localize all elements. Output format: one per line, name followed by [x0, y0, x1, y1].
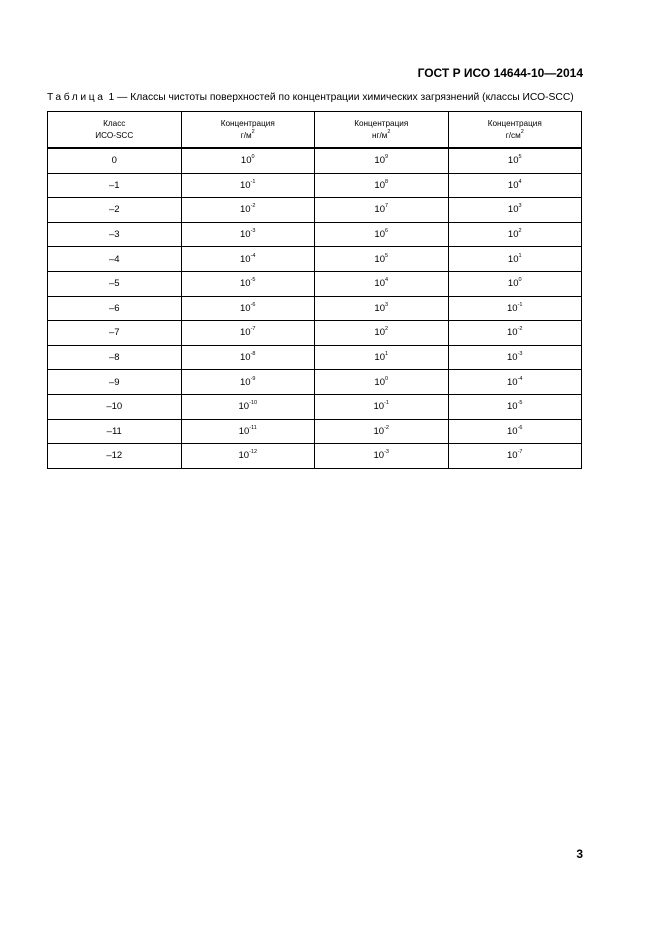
table-body	[48, 148, 582, 468]
cell-class: –3	[48, 222, 182, 247]
table-header-row	[48, 112, 582, 149]
power-base: 10	[507, 302, 518, 314]
power-exponent: 7	[385, 203, 389, 210]
power-base: 10	[240, 302, 251, 314]
cell-class: –1	[48, 173, 182, 198]
cell-class: –11	[48, 419, 182, 444]
header-concentration-g-m2	[181, 112, 315, 149]
cell-concentration-g-m2	[181, 271, 315, 296]
power-exponent: -11	[249, 424, 257, 431]
cell-class: –8	[48, 345, 182, 370]
power-base: 10	[238, 425, 250, 437]
cell-concentration-g-m2	[181, 444, 315, 469]
standard-designation: ГОСТ Р ИСО 14644-10—2014	[417, 66, 583, 80]
cell-concentration-ng-m2	[315, 345, 449, 370]
table-row	[48, 394, 582, 419]
cell-concentration-ng-m2	[315, 419, 449, 444]
power-base: 10	[507, 155, 519, 167]
power-exponent: 4	[385, 277, 389, 284]
power-base: 10	[374, 327, 385, 339]
power-base: 10	[240, 352, 251, 364]
header-g-m2-unit: г/м	[240, 130, 252, 140]
page-number: 3	[576, 847, 583, 861]
power-base: 10	[240, 327, 251, 339]
power-exponent: 3	[385, 301, 389, 308]
power-base: 10	[373, 401, 385, 413]
power-base: 10	[240, 376, 251, 388]
power-base: 10	[240, 155, 252, 167]
header-g-cm2-unit-exp: 2	[520, 128, 524, 135]
table-caption	[47, 92, 574, 103]
power-exponent: -1	[517, 301, 523, 308]
cell-concentration-ng-m2	[315, 444, 449, 469]
cell-concentration-ng-m2	[315, 321, 449, 346]
cell-concentration-g-m2	[181, 419, 315, 444]
power-exponent: -3	[517, 351, 523, 358]
cell-concentration-g-cm2	[448, 444, 582, 469]
table-row	[48, 148, 582, 173]
header-ng-m2-unit-exp: 2	[387, 128, 391, 135]
cell-concentration-g-cm2	[448, 247, 582, 272]
power-base: 10	[374, 352, 385, 364]
cell-class: –6	[48, 296, 182, 321]
power-base: 10	[374, 253, 385, 265]
power-exponent: -3	[250, 228, 256, 235]
power-base: 10	[374, 155, 385, 167]
power-base: 10	[374, 229, 385, 241]
header-ng-m2-title: Концентрация	[354, 118, 409, 128]
table-row	[48, 345, 582, 370]
cell-concentration-g-cm2	[448, 271, 582, 296]
header-g-m2-title: Концентрация	[220, 118, 275, 128]
cell-concentration-g-cm2	[448, 222, 582, 247]
header-g-cm2-unit: г/см	[505, 130, 521, 140]
table-caption-number: 1	[108, 92, 115, 103]
power-exponent: 6	[385, 228, 389, 235]
cell-concentration-ng-m2	[315, 198, 449, 223]
power-base: 10	[373, 425, 385, 437]
power-base: 10	[507, 204, 519, 216]
power-exponent: 2	[385, 326, 389, 333]
power-base: 10	[374, 204, 385, 216]
table-row	[48, 198, 582, 223]
header-concentration-g-cm2	[448, 112, 582, 149]
cell-class: –4	[48, 247, 182, 272]
power-base: 10	[240, 278, 251, 290]
power-exponent: -5	[517, 400, 523, 407]
power-exponent: -3	[384, 449, 389, 456]
header-g-m2-unit-exp: 2	[251, 128, 255, 135]
power-base: 10	[507, 450, 518, 462]
power-base: 10	[374, 278, 385, 290]
power-exponent: -7	[250, 326, 256, 333]
power-base: 10	[373, 450, 385, 462]
power-base: 10	[507, 401, 518, 413]
power-base: 10	[374, 376, 385, 388]
power-exponent: 0	[518, 277, 522, 284]
cell-concentration-g-m2	[181, 394, 315, 419]
power-base: 10	[374, 302, 385, 314]
power-base: 10	[507, 229, 519, 241]
cell-concentration-g-cm2	[448, 345, 582, 370]
cell-concentration-g-cm2	[448, 173, 582, 198]
table-caption-word: Таблица	[47, 92, 106, 103]
power-exponent: -7	[517, 449, 523, 456]
table-caption-text: — Классы чистоты поверхностей по концентрации химических загрязнений (классы ИСО-SCC)	[117, 92, 574, 103]
table-row	[48, 444, 582, 469]
power-base: 10	[507, 425, 518, 437]
cell-concentration-g-m2	[181, 148, 315, 173]
power-base: 10	[507, 352, 518, 364]
power-exponent: -2	[517, 326, 523, 333]
cell-concentration-g-m2	[181, 198, 315, 223]
power-exponent: -12	[249, 449, 258, 456]
power-exponent: -6	[250, 301, 256, 308]
cell-class: –9	[48, 370, 182, 395]
table-row	[48, 271, 582, 296]
cell-concentration-g-m2	[181, 321, 315, 346]
power-base: 10	[507, 278, 519, 290]
table-row	[48, 419, 582, 444]
power-base: 10	[240, 204, 251, 216]
cell-concentration-g-cm2	[448, 148, 582, 173]
cell-concentration-g-cm2	[448, 419, 582, 444]
power-exponent: -6	[517, 424, 523, 431]
cell-class: –7	[48, 321, 182, 346]
power-exponent: -1	[384, 400, 389, 407]
power-exponent: 3	[518, 203, 522, 210]
header-ng-m2-unit: нг/м	[372, 130, 388, 140]
power-exponent: -9	[250, 375, 256, 382]
cell-concentration-g-m2	[181, 345, 315, 370]
header-class	[48, 112, 182, 149]
cell-concentration-ng-m2	[315, 247, 449, 272]
cell-concentration-g-m2	[181, 222, 315, 247]
power-base: 10	[507, 327, 518, 339]
table-row	[48, 173, 582, 198]
cell-concentration-ng-m2	[315, 370, 449, 395]
cell-concentration-g-m2	[181, 370, 315, 395]
power-exponent: 2	[518, 228, 522, 235]
power-base: 10	[374, 179, 385, 191]
cell-concentration-g-m2	[181, 296, 315, 321]
header-class-line2: ИСО-SCC	[95, 130, 134, 140]
cell-concentration-ng-m2	[315, 394, 449, 419]
cell-class: –12	[48, 444, 182, 469]
table-row	[48, 296, 582, 321]
cell-class: –10	[48, 394, 182, 419]
power-exponent: 0	[385, 375, 389, 382]
cell-concentration-ng-m2	[315, 271, 449, 296]
power-base: 10	[240, 179, 251, 191]
header-g-cm2-title: Концентрация	[487, 118, 542, 128]
table-row	[48, 321, 582, 346]
power-base: 10	[507, 179, 519, 191]
power-exponent: 5	[518, 154, 522, 161]
power-base: 10	[238, 450, 250, 462]
header-concentration-ng-m2	[315, 112, 449, 149]
power-exponent: -5	[250, 277, 256, 284]
power-exponent: -4	[250, 252, 256, 259]
cell-concentration-g-m2	[181, 173, 315, 198]
power-base: 10	[240, 229, 251, 241]
power-exponent: -1	[250, 178, 256, 185]
power-base: 10	[507, 253, 519, 265]
power-exponent: -2	[250, 203, 256, 210]
table-row	[48, 370, 582, 395]
power-exponent: -4	[517, 375, 523, 382]
cell-concentration-g-cm2	[448, 370, 582, 395]
cell-concentration-g-cm2	[448, 394, 582, 419]
cell-concentration-g-cm2	[448, 198, 582, 223]
power-exponent: 8	[385, 178, 389, 185]
power-exponent: -10	[249, 400, 258, 407]
cell-class: –2	[48, 198, 182, 223]
cell-concentration-ng-m2	[315, 173, 449, 198]
header-class-line1: Класс	[103, 118, 126, 128]
power-base: 10	[238, 401, 250, 413]
cell-concentration-ng-m2	[315, 222, 449, 247]
power-base: 10	[507, 376, 518, 388]
power-exponent: -8	[250, 351, 256, 358]
table-row	[48, 222, 582, 247]
power-exponent: -2	[384, 424, 389, 431]
cell-concentration-g-cm2	[448, 296, 582, 321]
power-exponent: 1	[385, 351, 389, 358]
concentration-classes-table	[47, 111, 582, 469]
power-exponent: 4	[518, 178, 522, 185]
power-exponent: 0	[251, 154, 255, 161]
power-base: 10	[240, 253, 251, 265]
cell-concentration-g-cm2	[448, 321, 582, 346]
power-exponent: 5	[385, 252, 389, 259]
cell-concentration-ng-m2	[315, 296, 449, 321]
power-exponent: 1	[518, 252, 522, 259]
power-exponent: 9	[385, 154, 389, 161]
cell-class: –5	[48, 271, 182, 296]
cell-concentration-ng-m2	[315, 148, 449, 173]
table-row	[48, 247, 582, 272]
cell-concentration-g-m2	[181, 247, 315, 272]
cell-class: 0	[48, 148, 182, 173]
